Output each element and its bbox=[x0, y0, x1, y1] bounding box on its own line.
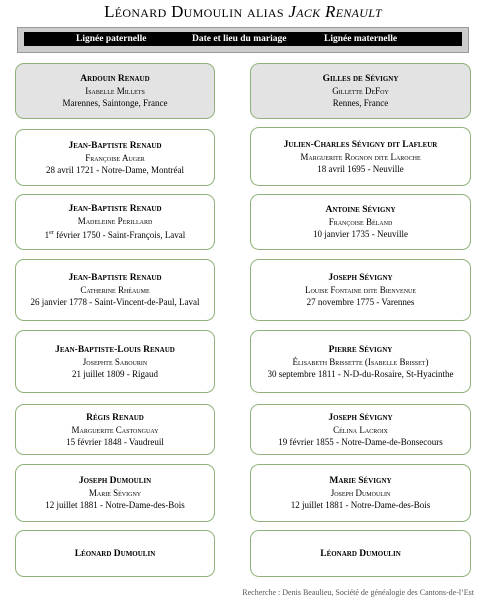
paternal-card-7 bbox=[15, 530, 215, 577]
maternal-card-3 bbox=[250, 259, 471, 321]
maternal-card-4 bbox=[250, 330, 471, 393]
maternal-card-2 bbox=[250, 194, 471, 250]
marriage-place: 28 avril 1721 - Notre-Dame, Montréal bbox=[46, 164, 184, 175]
husband-name: Julien-Charles Sévigny dit Lafleur bbox=[283, 139, 438, 150]
marriage-place: 30 septembre 1811 - N-D-du-Rosaire, St-Hyacinthe bbox=[267, 368, 454, 379]
husband-name: Antoine Sévigny bbox=[325, 205, 396, 215]
maternal-card-5 bbox=[250, 404, 471, 455]
marriage-place: 26 janvier 1778 - Saint-Vincent-de-Paul, Laval bbox=[30, 297, 200, 307]
wife-name: Gillette DeFoy bbox=[332, 86, 389, 96]
husband-name: Ardouin Renaud bbox=[80, 74, 150, 84]
husband-name: Joseph Dumoulin bbox=[78, 476, 152, 486]
paternal-card-1 bbox=[15, 129, 215, 186]
wife-name: Josephte Sabourin bbox=[82, 356, 148, 367]
marriage-place: 15 février 1848 - Vaudreuil bbox=[66, 436, 164, 447]
header-maternal: Lignée maternelle bbox=[324, 34, 398, 44]
wife-name: Célina Lacroix bbox=[333, 424, 388, 435]
marriage-place: Rennes, France bbox=[332, 98, 389, 108]
header-paternal: Lignée paternelle bbox=[76, 34, 147, 44]
paternal-card-4 bbox=[15, 330, 215, 393]
husband-name: Pierre Sévigny bbox=[328, 344, 393, 355]
person-name: Léonard Dumoulin bbox=[74, 548, 156, 559]
wife-name: Louise Fontaine dite Bienvenue bbox=[304, 285, 417, 295]
husband-name: Régis Renaud bbox=[86, 412, 144, 423]
paternal-card-0 bbox=[15, 63, 215, 119]
paternal-card-6 bbox=[15, 464, 215, 522]
wife-name: Isabelle Millets bbox=[85, 86, 145, 96]
paternal-card-3 bbox=[15, 259, 215, 321]
maternal-card-6 bbox=[250, 464, 471, 522]
person-name: Léonard Dumoulin bbox=[320, 548, 401, 559]
wife-name: Marie Sévigny bbox=[88, 488, 142, 498]
column-header-bar bbox=[17, 27, 469, 53]
maternal-card-1 bbox=[250, 127, 471, 186]
husband-name: Jean-Baptiste-Louis Renaud bbox=[55, 344, 175, 355]
marriage-place: 10 janvier 1735 - Neuville bbox=[313, 229, 408, 239]
marriage-place: Marennes, Saintonge, France bbox=[62, 98, 168, 108]
wife-name: Marguerite Castonguay bbox=[71, 424, 159, 435]
header-marriage: Date et lieu du mariage bbox=[192, 34, 287, 44]
page-title bbox=[0, 2, 486, 22]
marriage-place: 19 février 1855 - Notre-Dame-de-Bonsecours bbox=[278, 436, 443, 447]
title-italic: Jack Renault bbox=[288, 2, 382, 21]
maternal-card-7 bbox=[250, 530, 471, 577]
marriage-place bbox=[16, 227, 214, 241]
column-header-inner bbox=[24, 32, 462, 46]
research-credit: Recherche : Denis Beaulieu, Société de généalogie des Cantons-de-l’Est bbox=[242, 588, 474, 597]
paternal-card-2 bbox=[15, 194, 215, 250]
husband-name: Jean-Baptiste Renaud bbox=[68, 273, 162, 283]
husband-name: Jean-Baptiste Renaud bbox=[68, 204, 162, 214]
date-suffix: er bbox=[49, 230, 54, 236]
wife-name: Élisabeth Brissette (Isabelle Brisset) bbox=[292, 356, 429, 367]
marriage-place: 18 avril 1695 - Neuville bbox=[317, 163, 404, 174]
wife-name: Catherine Rhéaume bbox=[80, 285, 150, 295]
wife-name: Joseph Dumoulin bbox=[330, 488, 391, 498]
husband-name: Joseph Sévigny bbox=[328, 412, 393, 423]
date-rest: février 1750 - Saint-François, Laval bbox=[53, 230, 186, 240]
wife-name: Marguerite Rognon dite Laroche bbox=[300, 151, 421, 162]
wife-name: Madeleine Perillard bbox=[77, 216, 153, 226]
husband-name: Gilles de Sévigny bbox=[322, 74, 399, 84]
date-day: 1 bbox=[44, 230, 50, 240]
marriage-place: 12 juillet 1881 - Notre-Dame-des-Bois bbox=[45, 500, 185, 510]
paternal-card-5 bbox=[15, 404, 215, 455]
husband-name: Marie Sévigny bbox=[329, 476, 392, 486]
husband-name: Joseph Sévigny bbox=[328, 273, 393, 283]
maternal-card-0 bbox=[250, 63, 471, 119]
wife-name: Françoise Auger bbox=[85, 152, 145, 163]
title-text: Léonard Dumoulin alias bbox=[104, 2, 289, 21]
husband-name: Jean-Baptiste Renaud bbox=[68, 140, 162, 151]
wife-name: Françoise Béland bbox=[328, 217, 393, 227]
marriage-place: 21 juillet 1809 - Rigaud bbox=[72, 368, 158, 379]
marriage-place: 12 juillet 1881 - Notre-Dame-des-Bois bbox=[290, 500, 431, 510]
marriage-place: 27 novembre 1775 - Varennes bbox=[306, 297, 415, 307]
